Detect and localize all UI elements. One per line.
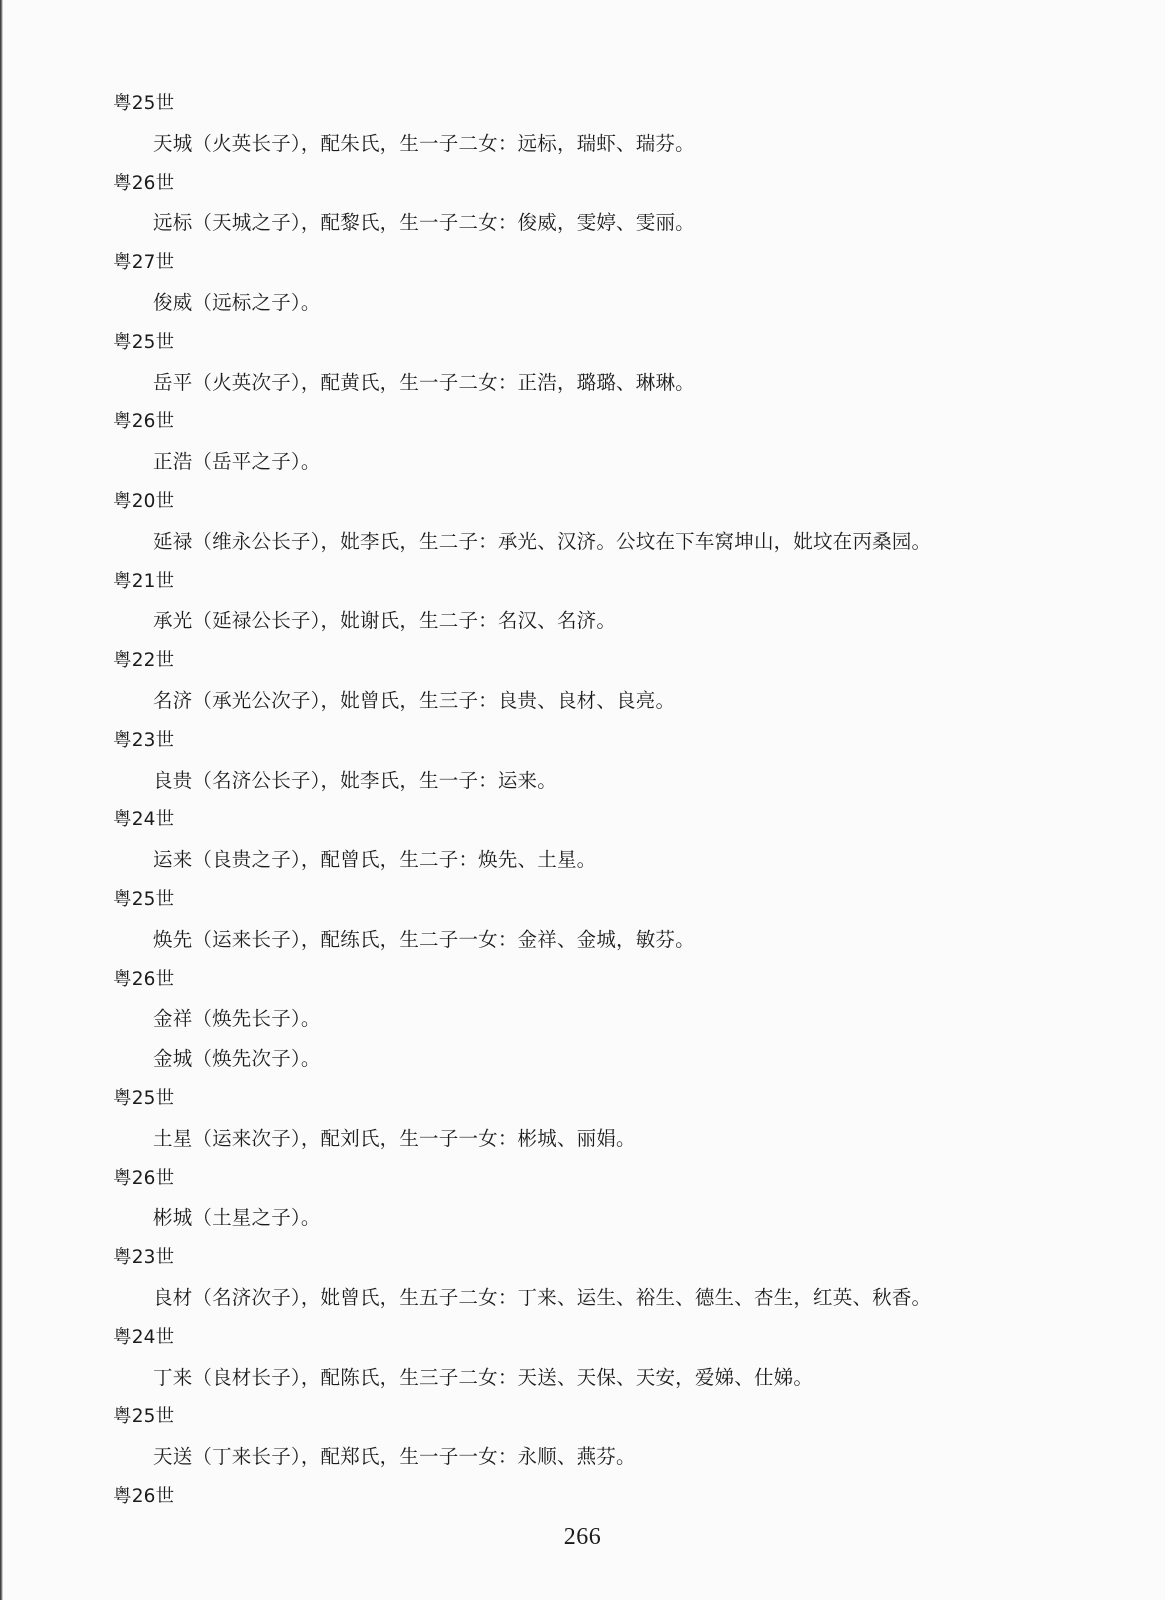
generation-heading: 粤27世 [113,252,175,274]
generation-heading: 粤25世 [113,1087,175,1109]
generation-heading: 粤24世 [113,809,175,831]
generation-heading: 粤26世 [113,411,175,433]
genealogy-entry: 丁来（良材长子），配陈氏，生三子二女：天送、天保、天安，爱娣、仕娣。 [153,1365,814,1389]
genealogy-entry: 名济（承光公次子），妣曾氏，生三子：良贵、良材、良亮。 [153,688,676,712]
generation-heading: 粤26世 [113,968,175,990]
generation-heading: 粤25世 [113,93,175,114]
generation-heading: 粤25世 [113,331,175,353]
generation-heading: 粤26世 [113,172,175,194]
genealogy-entry: 俊威（远标之子）。 [153,290,321,314]
genealogy-entry: 运来（良贵之子），配曾氏，生二子：焕先、土星。 [153,848,597,872]
generation-heading: 粤22世 [113,650,175,672]
genealogy-entry: 良材（名济次子），妣曾氏，生五子二女：丁来、运生、裕生、德生、杏生，红英、秋香。 [153,1285,932,1309]
genealogy-entry: 天送（丁来长子），配郑氏，生一子一女：永顺、燕芬。 [153,1445,636,1469]
generation-heading: 粤23世 [113,1247,175,1269]
genealogy-entry: 承光（延禄公长子），妣谢氏，生二子：名汉、名济。 [153,609,617,633]
genealogy-entry: 金城（焕先次子）。 [153,1047,321,1071]
genealogy-entry: 焕先（运来长子），配练氏，生二子一女：金祥、金城，敏芬。 [153,927,695,951]
generation-heading: 粤20世 [113,490,175,512]
genealogy-entry: 土星（运来次子），配刘氏，生一子一女：彬城、丽娟。 [153,1126,636,1150]
generation-heading: 粤25世 [113,1406,175,1428]
page-number: 266 [563,1524,602,1550]
generation-heading: 粤23世 [113,729,175,751]
generation-heading: 粤26世 [113,1485,175,1507]
generation-heading: 粤21世 [113,570,175,592]
genealogy-entry: 天城（火英长子），配朱氏，生一子二女：远标，瑞虾、瑞芬。 [153,131,695,155]
genealogy-entry: 岳平（火英次子），配黄氏，生一子二女：正浩，璐璐、琳琳。 [153,370,695,394]
genealogy-entry: 远标（天城之子），配黎氏，生一子二女：俊威，雯婷、雯丽。 [153,211,695,235]
genealogy-entry: 金祥（焕先长子）。 [153,1007,321,1031]
genealogy-entry: 良贵（名济公长子），妣李氏，生一子：运来。 [153,768,557,792]
genealogy-entry: 正浩（岳平之子）。 [153,450,321,474]
generation-heading: 粤24世 [113,1326,175,1348]
generation-heading: 粤25世 [113,888,175,910]
generation-heading: 粤26世 [113,1167,175,1189]
genealogy-content [0,84,1165,1517]
genealogy-entry: 彬城（土星之子）。 [153,1206,321,1230]
genealogy-entry: 延禄（维永公长子），妣李氏，生二子：承光、汉济。公坟在下车窝坤山，妣坟在丙桑园。 [153,529,932,553]
